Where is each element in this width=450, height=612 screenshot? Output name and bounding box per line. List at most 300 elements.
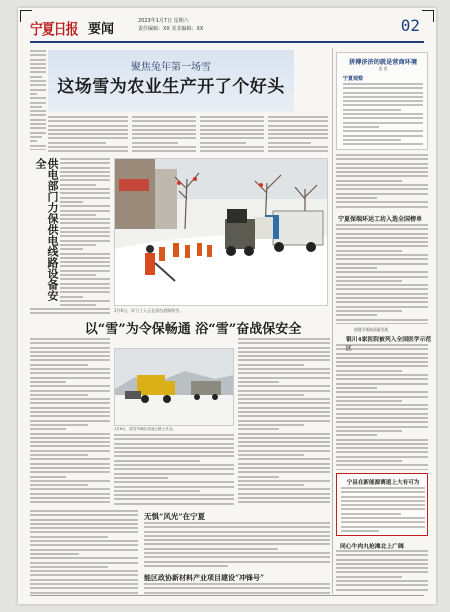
text-line [336,589,428,591]
text-line [336,571,428,573]
text-line [144,522,330,524]
text-line [144,548,278,550]
text-line [238,493,330,495]
text-line [30,562,138,564]
text-line [336,158,428,160]
text-line [30,110,46,112]
text-line [114,486,234,488]
snow-street-photo-image [115,159,328,306]
text-line [114,477,168,479]
text-line [60,231,110,233]
text-line [114,455,234,457]
text-line [238,471,330,473]
text-line [238,411,330,413]
text-line [336,387,377,389]
text-line [343,117,423,119]
text-line [144,543,330,545]
text-line [30,359,110,361]
text-line [336,417,428,419]
text-line [268,125,328,127]
masthead [30,16,424,40]
text-line [30,592,138,594]
text-line [200,146,264,148]
text-line [132,125,196,127]
text-line [48,116,128,118]
text-line [238,407,330,409]
text-line [30,463,110,465]
text-line [238,501,330,503]
text-line [30,553,79,555]
third-story-text-col2 [114,434,234,506]
text-line [336,193,428,195]
text-line [60,248,83,250]
lead-text-col4 [268,116,328,154]
text-line [336,563,428,565]
text-line [30,402,110,404]
text-line [48,142,106,144]
text-line [30,89,46,91]
third-story-text-col3 [238,338,330,506]
text-line [114,438,234,440]
text-line [336,396,428,398]
text-line [200,137,264,139]
text-line [60,278,110,280]
text-line [336,267,377,269]
text-line [336,451,428,453]
text-line [336,263,428,265]
text-line [30,377,110,379]
text-line [132,133,196,135]
text-line [238,415,330,417]
text-line [238,484,304,486]
masthead-rule [30,41,424,43]
text-line [30,381,66,383]
text-line [48,150,128,152]
text-line [336,206,428,208]
text-line [60,184,96,186]
text-line [132,129,196,131]
text-line [336,460,402,462]
text-line [30,467,110,469]
text-line [30,557,138,559]
text-line [200,125,264,127]
text-line [238,467,330,469]
text-line [30,364,88,366]
text-line [30,390,110,392]
sidebar-text-c [336,344,428,470]
lead-text-left [30,50,46,150]
text-line [341,521,425,523]
text-line [336,361,428,363]
text-line [343,139,401,141]
text-line [30,308,110,310]
text-line [132,142,178,144]
text-line [336,301,428,303]
lead-text-col1 [48,116,128,154]
text-line [343,96,423,98]
text-line [60,197,110,199]
text-line [238,428,279,430]
text-line [336,167,428,169]
lead-text-col3 [200,116,264,154]
text-line [238,463,330,465]
text-line [30,583,138,585]
text-line [30,312,110,314]
text-line [30,63,46,65]
text-line [30,54,46,56]
text-line [336,443,428,445]
text-line [60,291,110,293]
text-line [268,116,328,118]
text-line [343,83,423,85]
editor-line: 责任编辑：XX 美术编辑：XX [138,26,204,32]
text-line [30,351,110,353]
text-line [30,497,110,499]
text-line [144,535,330,537]
text-line [30,76,42,78]
text-line [336,184,428,186]
second-story-text-tail [30,308,110,318]
text-line [336,584,428,586]
text-line [30,59,46,61]
text-line [60,235,110,237]
text-line [144,539,330,541]
second-story-headline: 供电部门力保供电线路设备安全 [34,158,59,301]
text-line [336,456,428,458]
text-line [238,480,330,482]
text-line [144,556,330,558]
text-line [30,123,46,125]
text-line [30,574,138,576]
text-line [144,587,330,589]
snowplow-photo [114,348,234,426]
text-line [60,222,110,224]
text-line [336,319,428,321]
text-line [238,497,330,499]
text-line [336,400,402,402]
text-line [30,514,138,516]
text-line [336,464,428,466]
text-line [341,517,425,519]
text-line [30,71,46,73]
footer-rule [30,595,424,596]
text-line [114,468,234,470]
text-line [343,113,423,115]
text-line [114,434,234,436]
text-line [341,508,425,510]
text-line [60,227,110,229]
text-line [336,293,428,295]
text-line [238,368,330,370]
text-line [30,433,110,435]
text-line [336,550,428,552]
text-line [336,353,428,355]
text-line [336,163,428,165]
text-line [30,114,46,116]
text-line [30,488,110,490]
photo-two-caption: 1月6日，除雪车辆在高速公路上作业。 [114,427,177,431]
text-line [60,210,110,212]
text-line [336,426,428,428]
text-line [30,385,110,387]
text-line [336,224,428,226]
text-line [30,102,46,104]
text-line [30,471,110,473]
text-line [336,447,428,449]
text-line [268,142,311,144]
text-line [200,129,264,131]
text-line [336,245,428,247]
text-line [343,126,379,128]
text-line [30,140,37,142]
text-line [336,430,402,432]
text-line [132,116,196,118]
lead-headline-block [48,50,294,112]
text-line [30,67,46,69]
text-line [238,476,279,478]
text-line [238,385,330,387]
text-line [336,378,428,380]
text-line [200,116,264,118]
text-line [336,276,428,278]
text-line [238,445,330,447]
text-line [30,441,110,443]
text-line [30,342,110,344]
third-story-text-col1 [30,338,110,506]
text-line [60,261,110,263]
text-line [60,167,110,169]
text-line [30,510,138,512]
text-line [30,398,110,400]
text-line [60,240,110,242]
text-line [30,132,46,134]
text-line [238,364,304,366]
text-line [30,80,46,82]
text-line [336,280,402,282]
text-line [343,122,423,124]
sidebar-text-a [336,154,428,210]
text-line [30,570,138,572]
text-line [336,559,428,561]
text-line [30,519,138,521]
lead-headline: 这场雪为农业生产开了个好头 [57,77,285,97]
text-line [30,411,110,413]
text-line [30,338,110,340]
sidebar-commentary-box [336,52,428,150]
text-line [30,145,46,147]
page-number: 02 [400,16,420,35]
text-line [238,458,330,460]
newspaper-logo: 宁夏日报 [30,20,78,38]
text-line [336,344,428,346]
text-line [30,355,110,357]
text-line [60,265,110,267]
text-line [30,424,88,426]
text-line [268,120,328,122]
text-line [30,136,42,138]
text-line [132,120,196,122]
text-line [60,253,110,255]
text-line [343,92,423,94]
text-line [268,129,328,131]
second-story-text [60,158,110,308]
text-line [114,481,234,483]
text-line [268,133,328,135]
text-line [238,359,330,361]
text-line [341,513,401,515]
text-line [343,104,423,106]
text-line [238,355,330,357]
text-line [268,150,328,152]
text-line [30,368,110,370]
text-line [30,127,46,129]
text-line [30,454,88,456]
text-line [60,270,110,272]
text-line [336,348,428,350]
text-line [238,433,330,435]
text-line [30,493,110,495]
text-line [336,171,428,173]
text-line [336,254,428,256]
text-line [114,443,234,445]
text-line [144,565,228,567]
text-line [336,421,428,423]
text-line [30,484,88,486]
text-line [60,179,110,181]
text-line [341,530,379,532]
text-line [144,552,330,554]
third-story-headline: 以“雪”为令保畅通 浴“雪”奋战保安全 [84,322,302,337]
text-line [336,197,377,199]
text-line [60,175,110,177]
photo-one-caption: 1月6日，环卫工人正在清扫道路积雪。 [114,308,184,313]
text-line [30,544,138,546]
highlighted-story-headline: 宁县在新能源赛道上大有可为 [346,480,420,486]
text-line [336,250,402,252]
text-line [114,460,200,462]
text-line [60,304,96,306]
text-line [238,394,304,396]
text-line [336,237,428,239]
text-line [60,283,110,285]
sidebar-column-title: 拼搏济济的就是营商环境 [348,59,418,66]
text-line [48,146,128,148]
text-line [60,171,110,173]
text-line [30,501,110,503]
text-line [60,162,110,164]
text-line [30,415,110,417]
sidebar-kicker-two: 创建引领高质量发展 [354,327,389,332]
text-line [238,454,304,456]
text-line [30,445,110,447]
text-line [238,342,330,344]
text-line [132,137,196,139]
snowplow-photo-image [115,349,234,426]
text-line [144,561,330,563]
lead-text-col2 [132,116,196,154]
text-line [48,133,128,135]
bottom-story-a-text [144,522,330,570]
text-line [336,383,428,385]
text-line [132,150,196,152]
text-line [238,424,304,426]
text-line [114,498,234,500]
text-line [60,300,110,302]
text-line [30,476,66,478]
text-line [238,338,330,340]
text-line [30,549,138,551]
text-line [114,503,234,505]
text-line [30,93,37,95]
text-line [336,323,428,324]
text-line [336,580,428,582]
text-line [30,428,66,430]
text-line [336,297,428,299]
text-line [30,347,110,349]
text-line [336,554,428,556]
column-separator [332,48,333,594]
bottom-headline-a: 无惧“风光”在宁夏 [144,512,206,521]
text-line [30,587,138,589]
text-line [144,583,330,585]
text-line [238,347,330,349]
text-line [336,314,377,316]
text-line [336,408,428,410]
text-line [30,450,110,452]
text-line [144,526,330,528]
text-line [343,100,423,102]
text-line [336,374,428,376]
sidebar-headline-three: 同心牛肉丸抢滩北上广阔 [340,544,404,550]
text-line [336,258,428,260]
text-line [238,437,330,439]
text-line [336,310,402,312]
text-line [336,154,428,156]
lead-kicker: 聚焦兔年第一场雪 [131,62,211,73]
text-line [30,119,46,121]
text-line [30,97,46,99]
text-line [60,188,110,190]
text-line [336,233,428,235]
text-line [30,527,138,529]
text-line [336,188,428,190]
text-line [30,394,88,396]
text-line [200,150,264,152]
text-line [268,146,328,148]
newspaper-page [18,8,436,604]
text-line [30,84,46,86]
text-line [48,120,128,122]
text-line [30,531,138,533]
text-line [30,407,110,409]
text-line [144,531,330,533]
text-line [60,201,83,203]
text-line [336,241,428,243]
text-line [341,504,425,506]
text-line [114,473,234,475]
text-line [30,523,138,525]
text-line [238,450,330,452]
sidebar-box-text [343,83,423,147]
text-line [336,469,428,470]
text-line [336,306,428,308]
highlighted-story-box [336,473,428,536]
text-line [30,480,110,482]
text-line [144,592,330,594]
text-line [238,390,330,392]
text-line [60,192,110,194]
text-line [341,496,425,498]
